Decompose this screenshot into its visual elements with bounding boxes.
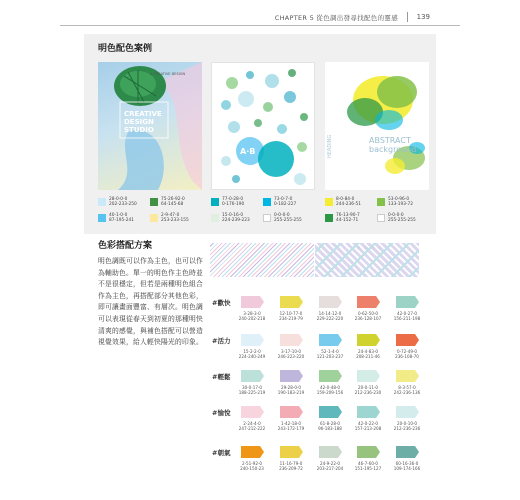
color-chip-label: 42-0-48-0 159-209-156 [316, 385, 344, 395]
color-chip-label: 0-72-49-0 236-108-70 [395, 349, 419, 359]
poster-2-art [212, 63, 315, 190]
swatch-color [377, 198, 385, 206]
swatch-row [98, 197, 202, 213]
swatch-row [98, 213, 202, 229]
color-chip [280, 334, 299, 346]
color-scheme-body: 明色調既可以作為主色，也可以作為輔助色。單一的明色作主色時並不是很穩定，但若是兩種明色組合作為主色，再搭配部分其他色彩，即可讓畫面豐富、有層次。明色調可以表現從春天到初夏的那種明快清爽的感覺，與補色搭配可以營造視覺效果，給人輕快陽光的印象。 [98, 257, 203, 347]
swatch-label: 15-0-16-0 224-239-223 [222, 213, 250, 223]
mood-label: #愉悅 [212, 409, 231, 417]
swatch-label: 75-26-92-0 64-145-68 [161, 197, 185, 207]
color-chip-label: 42-0-22-0 157-213-208 [354, 421, 382, 431]
color-scheme-title: 色彩搭配方案 [98, 241, 153, 251]
color-chip [357, 446, 376, 458]
poster-1-line-1: CREATIVE [124, 110, 162, 118]
color-chip [241, 446, 260, 458]
mood-label: #朝氣 [212, 449, 231, 457]
color-chip-label: 1-42-18-0 243-172-179 [277, 421, 305, 431]
color-chip [357, 370, 376, 382]
color-chip-label: 0-62-50-0 236-128-107 [354, 311, 382, 321]
color-chip [241, 370, 260, 382]
swatch-row [211, 213, 315, 229]
swatch-color [98, 214, 106, 222]
header-divider [407, 12, 408, 22]
swatch-label: 0-0-0-0 255-255-255 [388, 213, 416, 223]
swatch-row [211, 197, 315, 213]
color-chip [396, 296, 415, 308]
swatch-color [325, 198, 333, 206]
swatch-group-1 [98, 197, 202, 229]
color-chip [396, 334, 415, 346]
mood-label: #歡快 [212, 299, 231, 307]
color-chip-label: 8-3-57-0 242-236-136 [393, 385, 421, 395]
color-chip-label: 29-28-0-0 190-183-219 [277, 385, 305, 395]
swatch-label: 53-0-96-0 133-193-72 [388, 197, 413, 207]
color-chip [280, 370, 299, 382]
swatch-label: 2-9-47-0 253-233-155 [161, 213, 189, 223]
color-chip-label: 52-1-4-0 121-203-237 [316, 349, 344, 359]
swatch-group-3 [325, 197, 429, 229]
color-chip-label: 3-28-3-0 240-202-218 [238, 311, 266, 321]
color-chip [357, 296, 376, 308]
swatch-label: 77-0-28-0 0-176-190 [222, 197, 245, 207]
swatch-row [325, 197, 429, 213]
swatch-color [211, 214, 219, 222]
color-chip [357, 406, 376, 418]
swatch-row [325, 213, 429, 229]
poster-3-title [369, 136, 416, 154]
swatch-color [211, 198, 219, 206]
color-chip-label: 11-16-79-0 236-209-72 [279, 461, 303, 471]
color-chip [280, 296, 299, 308]
poster-1-title [124, 110, 162, 134]
swatch-label: 0-0-0-0 255-255-255 [274, 213, 302, 223]
color-chip [241, 406, 260, 418]
color-chip [319, 370, 338, 382]
color-chip [241, 296, 260, 308]
color-chip [319, 446, 338, 458]
swatch-label: 28-0-0-0 202-233-250 [109, 197, 137, 207]
swatch-color [325, 214, 333, 222]
color-chip-label: 30-0-17-0 188-225-219 [238, 385, 266, 395]
weave-pattern [315, 243, 419, 277]
zigzag-pattern [210, 243, 314, 277]
swatch-label: 73-0-7-0 0-182-227 [274, 197, 297, 207]
chapter-title: CHAPTER 5 從色調出發尋找配色的靈感 [274, 14, 398, 22]
poster-3-line-2: background [369, 145, 417, 154]
color-chip [319, 334, 338, 346]
swatch-label: 76-13-90-7 44-152-71 [336, 213, 360, 223]
swatch-label: 8-0-84-0 244-236-51 [336, 197, 361, 207]
poster-bubbles [211, 62, 315, 190]
swatch-label: 40-1-0-0 87-195-241 [109, 213, 134, 223]
color-chip-label: 12-10-77-0 234-219-79 [279, 311, 303, 321]
swatch-color [150, 198, 158, 206]
color-chip-label: 2-24-4-0 247-212-222 [238, 421, 266, 431]
mood-label: #輕鬆 [212, 373, 231, 381]
color-chip-label: 24-4-83-0 208-211-46 [356, 349, 380, 359]
poster-1-line-2: DESIGN [124, 118, 154, 126]
color-chip [319, 296, 338, 308]
color-chip-label: 42-0-27-0 156-211-198 [393, 311, 421, 321]
color-chip-label: 3-17-10-0 246-223-220 [277, 349, 305, 359]
color-chip-label: 46-7-60-0 151-195-127 [354, 461, 382, 471]
color-chip [396, 406, 415, 418]
page-number: 139 [416, 13, 430, 21]
color-chip-label: 60-16-36-0 109-174-166 [393, 461, 421, 471]
page-header [60, 12, 460, 26]
swatch-color [150, 214, 158, 222]
swatch-color [263, 198, 271, 206]
mood-label: #活力 [212, 337, 231, 345]
color-chip-label: 24-9-22-0 203-217-204 [316, 461, 344, 471]
color-chip [357, 334, 376, 346]
color-chip [396, 370, 415, 382]
poster-3-art [325, 62, 429, 190]
swatch-color [98, 198, 106, 206]
color-chip-label: 15-2-2-0 224-240-249 [238, 349, 266, 359]
swatch-color [263, 214, 271, 222]
poster-3-side-text: HEADING [327, 134, 333, 158]
color-chip-label: 2-51-92-0 240-150-23 [240, 461, 264, 471]
poster-3-line-1: ABSTRACT [369, 136, 411, 145]
color-chip [396, 446, 415, 458]
color-chip-label: 14-14-12-0 229-222-220 [316, 311, 344, 321]
color-chip [280, 446, 299, 458]
poster-1-small-text: A CREATIVE DESIGN [150, 72, 186, 76]
color-chip-label: 20-0-11-0 212-236-230 [354, 385, 382, 395]
color-chip [280, 406, 299, 418]
poster-creative-design [98, 62, 202, 190]
color-chip [241, 334, 260, 346]
color-chip-label: 20-0-10-0 212-236-236 [393, 421, 421, 431]
poster-2-text: A·B [240, 147, 256, 156]
bright-section-title: 明色配色案例 [98, 44, 153, 54]
swatch-color [377, 214, 385, 222]
swatch-group-2 [211, 197, 315, 229]
color-chip [319, 406, 338, 418]
color-chip-label: 61-8-28-0 96-183-188 [318, 421, 342, 431]
poster-abstract [325, 62, 429, 190]
poster-1-line-3: STUDIO [124, 126, 154, 134]
